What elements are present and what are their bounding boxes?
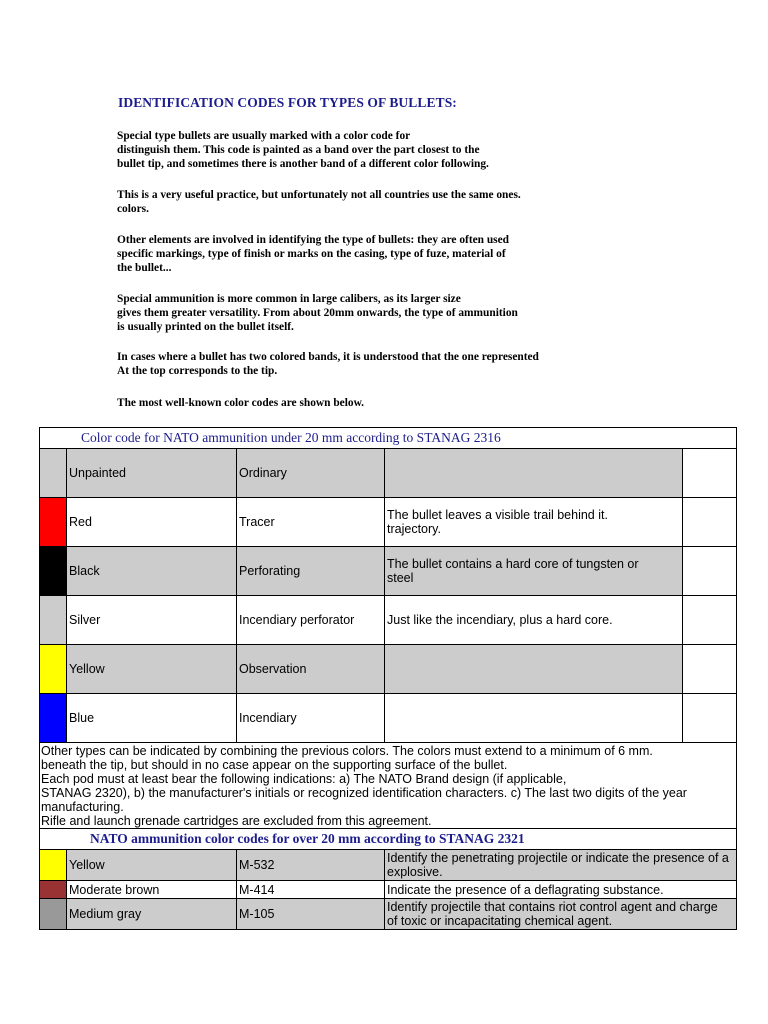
color-name-cell: Silver — [67, 596, 237, 644]
paragraph-6 — [117, 396, 364, 410]
description-cell — [385, 694, 683, 742]
table-row — [40, 694, 736, 743]
empty-cell — [683, 645, 736, 693]
ammo-type-cell: Incendiary perforator — [237, 596, 385, 644]
ammo-type-cell: Incendiary — [237, 694, 385, 742]
paragraph-line: Special ammunition is more common in large calibers, as its larger size — [117, 293, 461, 305]
note-line: beneath the tip, but should in no case appear on the supporting surface of the bullet. — [41, 758, 508, 772]
color-name-cell: Yellow — [67, 645, 237, 693]
code-cell: M-105 — [237, 899, 385, 929]
paragraph-5 — [117, 350, 539, 378]
paragraph-line: This is a very useful practice, but unfortunately not all countries use the same ones. — [117, 189, 521, 201]
table-row — [40, 596, 736, 645]
table1-heading — [40, 428, 736, 449]
paragraph-line: colors. — [117, 203, 149, 215]
paragraph-1 — [117, 129, 489, 171]
description-cell: Identify the penetrating projectile or indicate the presence of a explosive. — [387, 851, 729, 879]
color-swatch — [40, 850, 67, 880]
table1-heading-text: Color code for NATO ammunition under 20 mm according to STANAG 2316 — [81, 430, 501, 445]
table-row — [40, 645, 736, 694]
empty-cell — [683, 694, 736, 742]
description-cell: Just like the incendiary, plus a hard core. — [385, 596, 683, 644]
table-row — [40, 547, 736, 596]
table1-note — [40, 743, 736, 829]
empty-cell — [683, 449, 736, 497]
ammo-type-cell: Observation — [237, 645, 385, 693]
empty-cell — [683, 547, 736, 595]
color-swatch — [40, 694, 67, 742]
note-line: Rifle and launch grenade cartridges are excluded from this agreement. — [41, 814, 432, 828]
code-cell: M-414 — [237, 881, 385, 898]
note-line: Other types can be indicated by combining the previous colors. The colors must extend to a minimum of 6 mm. — [41, 744, 653, 758]
color-swatch — [40, 498, 67, 546]
color-name-cell: Blue — [67, 694, 237, 742]
paragraph-2 — [117, 188, 521, 216]
color-code-tables — [39, 427, 737, 930]
table2-heading — [40, 829, 736, 850]
color-name-cell: Black — [67, 547, 237, 595]
description-cell: The bullet contains a hard core of tungsten or steel — [385, 547, 683, 595]
description-cell — [385, 645, 683, 693]
table2-heading-text: NATO ammunition color codes for over 20 mm according to STANAG 2321 — [90, 831, 525, 846]
description-cell: Indicate the presence of a deflagrating substance. — [387, 882, 664, 897]
description-cell: The bullet leaves a visible trail behind it. trajectory. — [385, 498, 683, 546]
color-swatch — [40, 881, 67, 898]
paragraph-line: The most well-known color codes are shown below. — [117, 397, 365, 409]
paragraph-line: Other elements are involved in identifying the type of bullets: they are often used — [117, 234, 510, 246]
color-swatch — [40, 449, 67, 497]
paragraph-3 — [117, 233, 509, 275]
color-name-cell: Red — [67, 498, 237, 546]
table-row — [40, 850, 736, 881]
color-swatch — [40, 899, 67, 929]
paragraph-line: At the top corresponds to the tip. — [117, 365, 278, 377]
ammo-type-cell: Tracer — [237, 498, 385, 546]
note-line: manufacturing. — [41, 800, 124, 814]
color-name-cell: Unpainted — [67, 449, 237, 497]
paragraph-line: the bullet... — [117, 262, 172, 274]
paragraph-line: specific markings, type of finish or marks on the casing, type of fuze, material of — [117, 248, 506, 260]
color-name-cell: Yellow — [67, 850, 237, 880]
table-row — [40, 881, 736, 899]
paragraph-line: Special type bullets are usually marked with a color code for — [117, 130, 411, 142]
empty-cell — [683, 596, 736, 644]
paragraph-line: distinguish them. This code is painted as a band over the part closest to the — [117, 144, 480, 156]
color-name-cell: Moderate brown — [67, 881, 237, 898]
note-line: STANAG 2320), b) the manufacturer's initials or recognized identification characters. c) The last two digits of the year — [41, 786, 687, 800]
description-cell: Identify projectile that contains riot control agent and charge of toxic or incapacitating chemical agent. — [387, 900, 718, 928]
paragraph-line: bullet tip, and sometimes there is another band of a different color following. — [117, 158, 489, 170]
table-row — [40, 899, 736, 929]
color-name-cell: Medium gray — [67, 899, 237, 929]
table-row — [40, 498, 736, 547]
ammo-type-cell: Perforating — [237, 547, 385, 595]
empty-cell — [683, 498, 736, 546]
ammo-type-cell: Ordinary — [237, 449, 385, 497]
color-swatch — [40, 596, 67, 644]
table-row — [40, 449, 736, 498]
paragraph-4 — [117, 292, 518, 334]
color-swatch — [40, 547, 67, 595]
description-cell — [385, 449, 683, 497]
paragraph-line: In cases where a bullet has two colored bands, it is understood that the one represented — [117, 351, 539, 363]
code-cell: M-532 — [237, 850, 385, 880]
paragraph-line: gives them greater versatility. From about 20mm onwards, the type of ammunition — [117, 307, 518, 319]
color-swatch — [40, 645, 67, 693]
note-line: Each pod must at least bear the following indications: a) The NATO Brand design (if applicable, — [41, 772, 567, 786]
page-title: IDENTIFICATION CODES FOR TYPES OF BULLETS: — [118, 95, 457, 110]
paragraph-line: is usually printed on the bullet itself. — [117, 321, 294, 333]
